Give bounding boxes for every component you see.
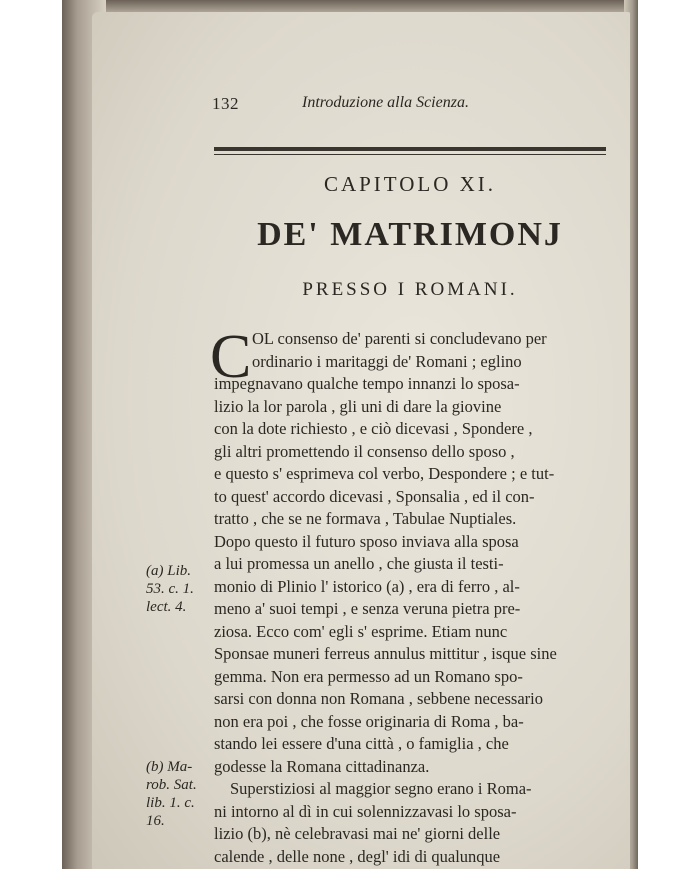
drop-cap: C (210, 323, 252, 391)
body-line: gli altri promettendo il consenso dello sposo , (214, 442, 515, 461)
body-line: godesse la Romana cittadinanza. (214, 757, 430, 776)
margin-note-line: 53. c. 1. (146, 581, 194, 597)
body-line: tratto , che se ne formava , Tabulae Nuptiales. (214, 509, 517, 528)
margin-note-line: 16. (146, 813, 165, 829)
body-line: e questo s' esprimeva col verbo, Despondere ; e tut- (214, 464, 555, 483)
body-line: a lui promessa un anello , che giusta il testi- (214, 554, 504, 573)
chapter-subtitle: PRESSO I ROMANI. (302, 279, 518, 300)
body-line: meno a' suoi tempi , e senza veruna pietra pre- (214, 599, 521, 618)
body-line: impegnavano qualche tempo innanzi lo sposa- (214, 374, 520, 393)
body-line: Superstiziosi al maggior segno erano i Roma- (230, 779, 532, 798)
body-line: stando lei essere d'una città , o famiglia , che (214, 734, 509, 753)
running-title: Introduzione alla Scienza. (302, 94, 469, 111)
margin-note-a (146, 562, 212, 616)
body-line: non era poi , che fosse originaria di Roma , ba- (214, 712, 524, 731)
body-line: calende , delle none , degl' idi di qualunque (214, 847, 501, 866)
margin-note-line: rob. Sat. (146, 777, 197, 793)
body-line: Sponsae muneri ferreus annulus mittitur , isque sine (214, 644, 557, 663)
body-line: ordinario i maritaggi de' Romani ; eglino (252, 352, 522, 371)
header-rule (214, 147, 606, 151)
margin-note-b (146, 758, 212, 830)
margin-note-line: (a) Lib. (146, 563, 191, 579)
header-rule-thin (214, 154, 606, 155)
body-line: lizio la lor parola , gli uni di dare la giovine (214, 397, 502, 416)
body-line: to quest' accordo dicevasi , Sponsalia , ed il con- (214, 487, 535, 506)
body-line: sarsi con donna non Romana , sebbene necessario (214, 689, 543, 708)
running-head (212, 94, 612, 118)
margin-note-line: lib. 1. c. (146, 795, 195, 811)
body-line: lizio (b), nè celebravasi mai ne' giorni delle (214, 824, 501, 843)
body-line: ni intorno al dì in cui solennizzavasi lo sposa- (214, 802, 517, 821)
margin-note-line: lect. 4. (146, 599, 187, 615)
page-number: 132 (212, 94, 239, 113)
body-line: monio di Plinio l' istorico (a) , era di ferro , al- (214, 577, 520, 596)
body-line: Dopo questo il futuro sposo inviava alla sposa (214, 532, 519, 551)
chapter-title: DE' MATRIMONJ (257, 216, 563, 253)
body-line: ziosa. Ecco com' egli s' esprime. Etiam nunc (214, 622, 508, 641)
body-line: OL consenso de' parenti si concludevano per (252, 329, 547, 348)
margin-note-line: (b) Ma- (146, 759, 193, 775)
body-line: gemma. Non era permesso ad un Romano spo- (214, 667, 523, 686)
body-line: con la dote richiesto , e ciò dicevasi , Spondere , (214, 419, 533, 438)
chapter-label: CAPITOLO XI. (323, 172, 497, 196)
